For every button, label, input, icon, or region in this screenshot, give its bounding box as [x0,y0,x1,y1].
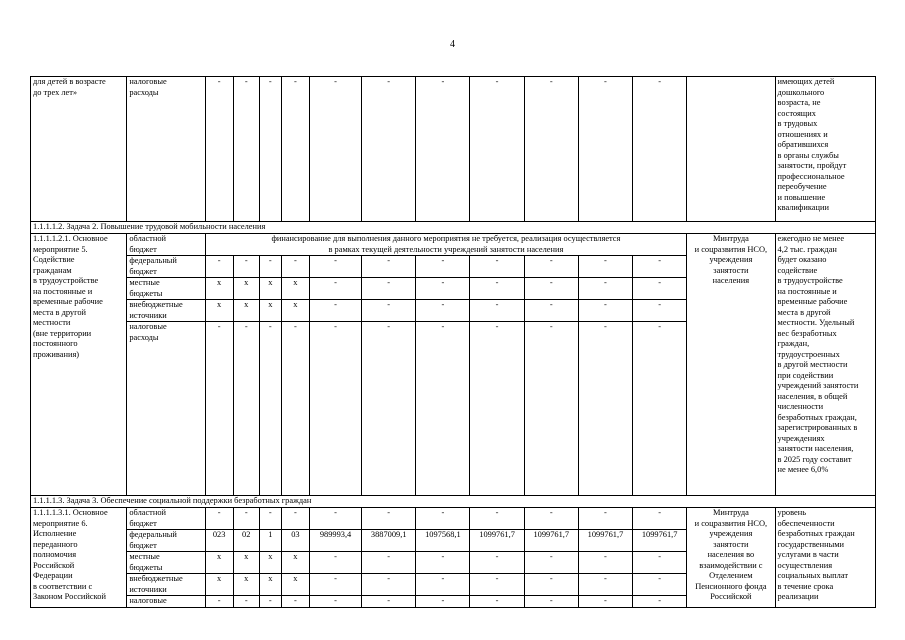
value-cell: - [205,322,233,496]
program-table [30,76,876,608]
value-cell: - [470,278,524,300]
value-cell: - [281,77,309,222]
value-cell: - [281,508,309,530]
source-cell: областной бюджет [127,234,205,256]
value-cell: - [205,77,233,222]
value-cell: х [281,278,309,300]
value-cell: - [470,256,524,278]
value-cell: - [524,256,578,278]
value-cell: - [524,300,578,322]
value-cell: - [233,77,259,222]
section-title: 1.1.1.1.3. Задача 3. Обеспечение социальной поддержки безработных граждан [31,496,876,508]
value-cell: - [362,596,416,608]
executor-cell: Минтруда и соцразвития НСО, учреждения занятости населения [687,234,775,496]
value-cell: - [362,278,416,300]
value-cell: 1099761,7 [524,530,578,552]
source-cell: налоговые [127,596,205,608]
value-cell: 1099761,7 [578,530,632,552]
value-cell: - [309,552,361,574]
value-cell: - [309,508,361,530]
value-cell: - [524,574,578,596]
page-number: 4 [450,39,455,50]
value-cell: 1097568,1 [416,530,470,552]
table-row [31,77,876,222]
value-cell: - [416,77,470,222]
value-cell: - [578,322,632,496]
value-cell: - [259,256,281,278]
value-cell: - [578,300,632,322]
value-cell: - [233,596,259,608]
value-cell: - [416,278,470,300]
value-cell: х [233,552,259,574]
result-cell: уровень обеспеченности безработных граждан государственными услугами в части осуществления социальных выплат в течение срока реализации [775,508,875,608]
value-cell: - [233,322,259,496]
value-cell: - [205,596,233,608]
value-cell: - [416,574,470,596]
value-cell: - [281,322,309,496]
value-cell: х [259,300,281,322]
value-cell: - [233,256,259,278]
result-cell: ежегодно не менее 4,2 тыс. граждан будет оказано содействие в трудоустройстве на постоянные и временные рабочие места в другой местности. Удельный вес безработных граждан, трудоустроенных в другой местности при содействии учреждений занятости населения, в общей численности безработных граждан, зарегистрированных в учреждениях занятости населения, в 2025 году составит не менее 6,0% [775,234,875,496]
value-cell: - [309,278,361,300]
value-cell: - [470,596,524,608]
source-cell: внебюджетные источники [127,300,205,322]
value-cell: - [259,596,281,608]
value-cell: - [362,300,416,322]
value-cell: - [524,596,578,608]
source-cell: федеральный бюджет [127,256,205,278]
value-cell: - [470,300,524,322]
table-row [31,508,876,530]
value-cell: - [362,256,416,278]
value-cell: - [578,508,632,530]
source-cell: внебюджетные источники [127,574,205,596]
value-cell: - [470,322,524,496]
value-cell: х [259,278,281,300]
value-cell: - [416,300,470,322]
value-cell: х [233,574,259,596]
value-cell: х [233,300,259,322]
value-cell: - [633,552,687,574]
value-cell: - [309,574,361,596]
value-cell: - [259,508,281,530]
value-cell: 1099761,7 [633,530,687,552]
executor-cell [687,77,775,222]
value-cell: - [578,77,632,222]
executor-cell: Минтруда и соцразвития НСО, учреждения занятости населения во взаимодействии с Отделением Пенсионного фонда Российской [687,508,775,608]
value-cell: - [633,322,687,496]
value-cell: - [633,574,687,596]
source-cell: местные бюджеты [127,278,205,300]
value-cell: - [633,508,687,530]
value-cell: - [309,256,361,278]
value-cell: - [205,256,233,278]
value-cell: 02 [233,530,259,552]
source-cell: налоговые расходы [127,322,205,496]
value-cell: - [362,322,416,496]
financing-note: финансирование для выполнения данного мероприятия не требуется, реализация осуществляется в рамках текущей деятельности учреждений занятости населения [205,234,687,256]
source-cell: федеральный бюджет [127,530,205,552]
value-cell: - [524,278,578,300]
value-cell: - [578,596,632,608]
value-cell: х [281,552,309,574]
value-cell: - [578,552,632,574]
section-row [31,496,876,508]
table-row [31,234,876,256]
value-cell: 1099761,7 [470,530,524,552]
activity-cell: 1.1.1.1.2.1. Основное мероприятие 5. Содействие гражданам в трудоустройстве на постоянные и временные рабочие места в другой местности (вне территории постоянного проживания) [31,234,127,496]
source-cell: местные бюджеты [127,552,205,574]
activity-cell: для детей в возрасте до трех лет» [31,77,127,222]
source-cell: налоговые расходы [127,77,205,222]
activity-cell: 1.1.1.1.3.1. Основное мероприятие 6. Исполнение переданного полномочия Российской Федерации в соответствии с Законом Российской [31,508,127,608]
value-cell: - [416,596,470,608]
value-cell: - [362,552,416,574]
value-cell: х [259,574,281,596]
value-cell: х [281,300,309,322]
value-cell: - [524,508,578,530]
value-cell: - [362,574,416,596]
value-cell: х [259,552,281,574]
value-cell: - [309,322,361,496]
value-cell: - [578,278,632,300]
value-cell: 03 [281,530,309,552]
value-cell: - [633,256,687,278]
value-cell: - [205,508,233,530]
value-cell: - [470,574,524,596]
value-cell: - [633,278,687,300]
value-cell: - [524,77,578,222]
section-title: 1.1.1.1.2. Задача 2. Повышение трудовой мобильности населения [31,222,876,234]
value-cell: - [416,552,470,574]
value-cell: 3887009,1 [362,530,416,552]
value-cell: - [578,256,632,278]
table-body [31,77,876,608]
section-row [31,222,876,234]
value-cell: - [416,322,470,496]
value-cell: - [362,508,416,530]
value-cell: х [205,552,233,574]
value-cell: - [416,256,470,278]
value-cell: х [233,278,259,300]
value-cell: - [470,552,524,574]
value-cell: - [309,77,361,222]
value-cell: х [281,574,309,596]
value-cell: - [259,77,281,222]
value-cell: х [205,278,233,300]
value-cell: - [233,508,259,530]
value-cell: - [281,256,309,278]
value-cell: - [259,322,281,496]
value-cell: - [633,300,687,322]
value-cell: - [309,596,361,608]
value-cell: 989993,4 [309,530,361,552]
value-cell: - [524,552,578,574]
value-cell: - [362,77,416,222]
value-cell: 1 [259,530,281,552]
value-cell: - [633,596,687,608]
value-cell: - [309,300,361,322]
value-cell: - [281,596,309,608]
value-cell: - [524,322,578,496]
result-cell: имеющих детей дошкольного возраста, не состоящих в трудовых отношениях и обратившихся в органы службы занятости, пройдут профессиональное переобучение и повышение квалификации [775,77,875,222]
value-cell: - [470,77,524,222]
value-cell: х [205,300,233,322]
value-cell: х [205,574,233,596]
source-cell: областной бюджет [127,508,205,530]
value-cell: - [578,574,632,596]
value-cell: 023 [205,530,233,552]
value-cell: - [633,77,687,222]
value-cell: - [470,508,524,530]
value-cell: - [416,508,470,530]
